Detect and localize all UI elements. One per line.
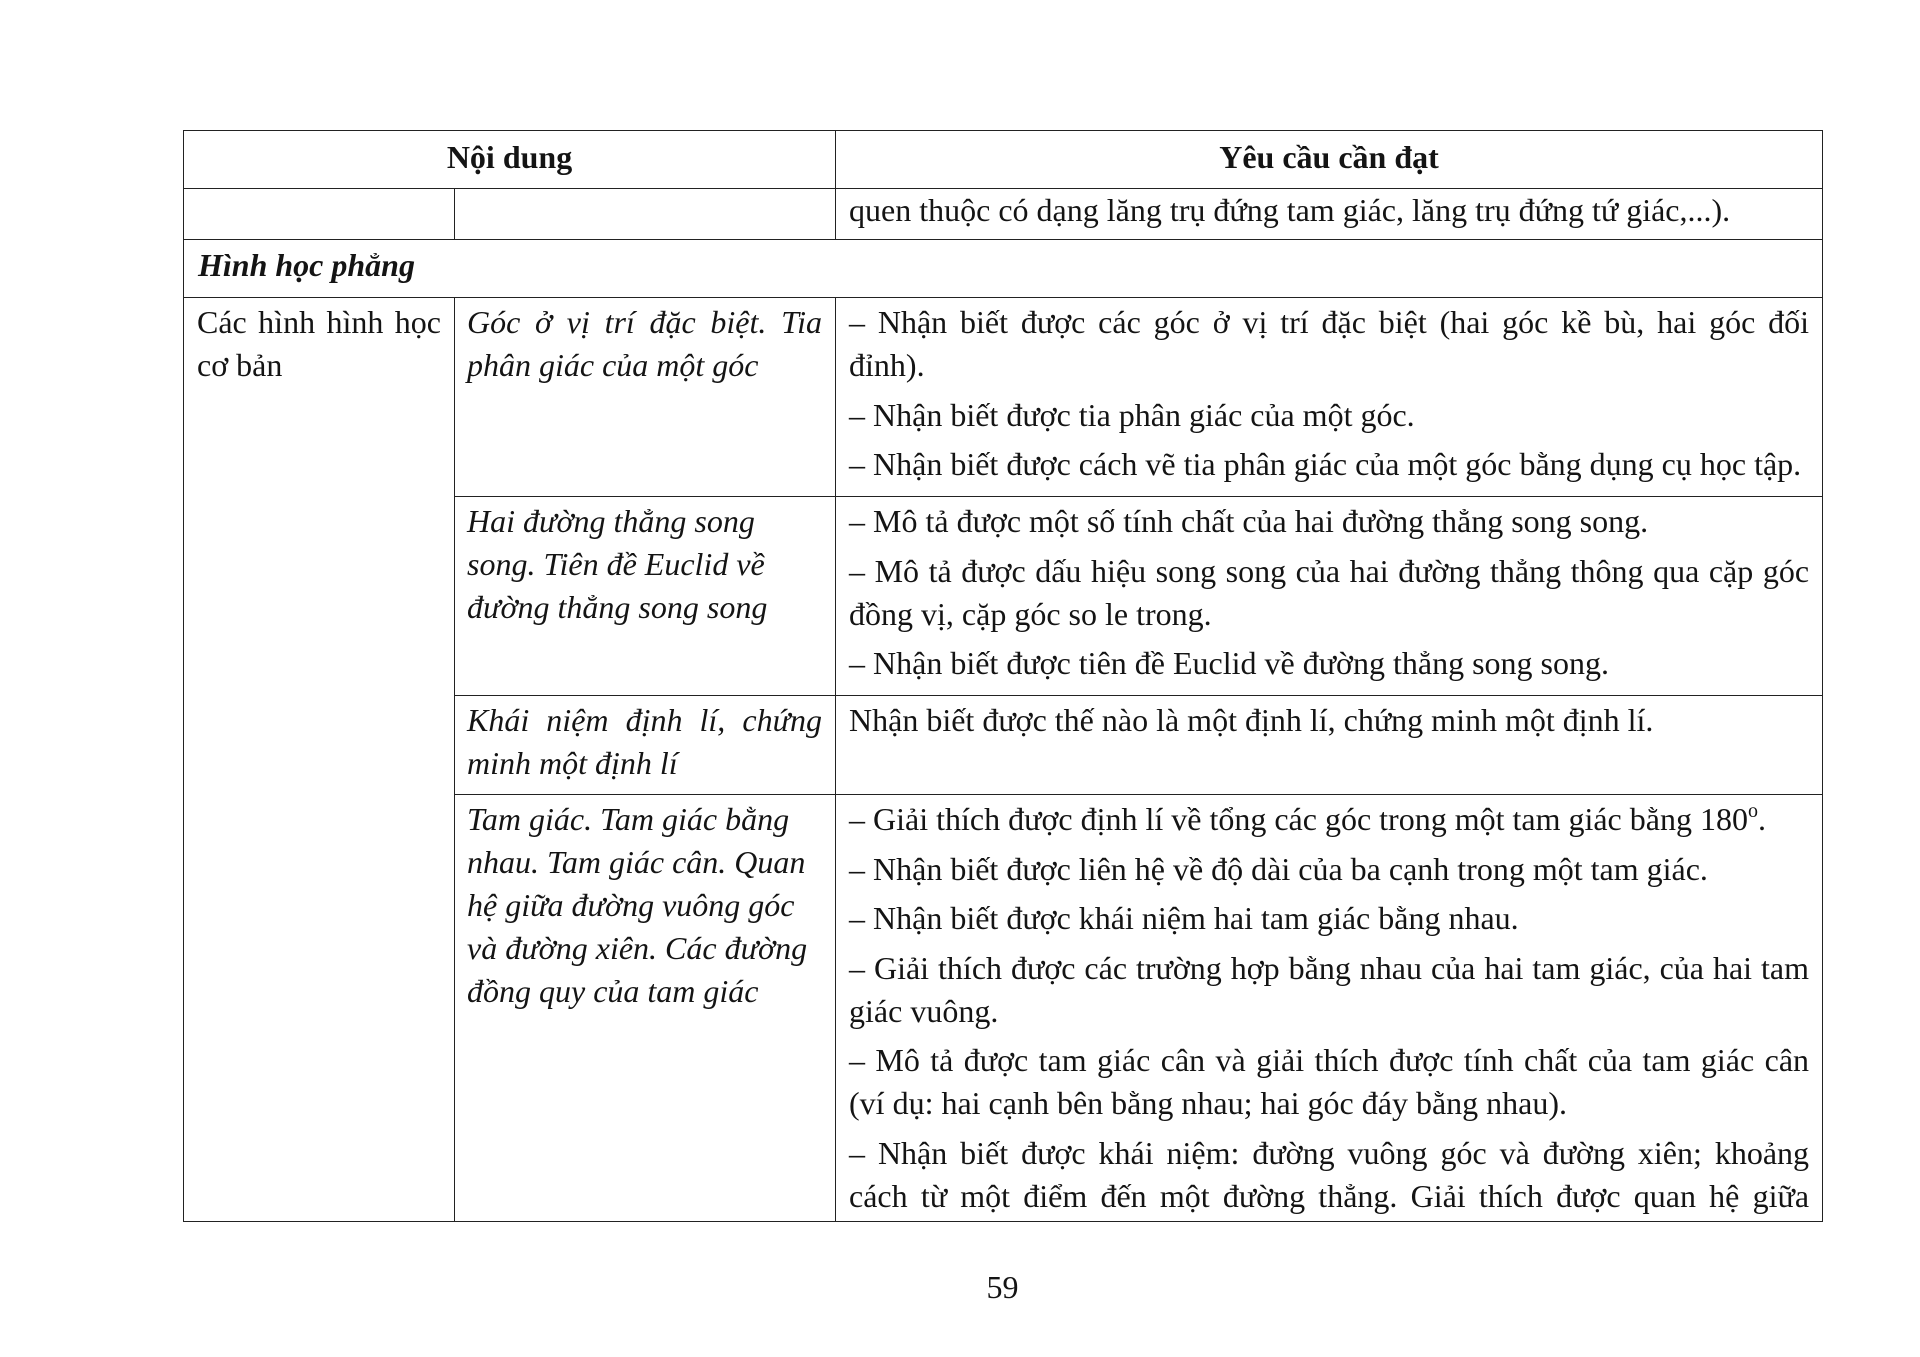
requirement-line: giác vuông. bbox=[849, 992, 999, 1029]
subtopic-title-line: nhau. Tam giác cân. Quan bbox=[467, 844, 806, 880]
table-row bbox=[184, 298, 1823, 497]
requirement-item bbox=[849, 699, 1809, 742]
subtopic-title-line: Hai đường thẳng song bbox=[467, 503, 755, 539]
subtopic-title-line: minh một định lí bbox=[467, 745, 678, 781]
subtopic-title-line: song. Tiên đề Euclid về bbox=[467, 546, 765, 582]
topic-line: Các hình hình học bbox=[197, 304, 441, 340]
requirement-line: – Nhận biết được cách vẽ tia phân giác của một góc bằng dụng cụ học tập. bbox=[849, 446, 1802, 482]
requirement-line: đồng vị, cặp góc so le trong. bbox=[849, 595, 1212, 632]
section-row bbox=[184, 240, 1823, 298]
requirement-line: – Nhận biết được khái niệm hai tam giác bằng nhau. bbox=[849, 900, 1519, 936]
subtopic-cell bbox=[455, 795, 836, 1222]
requirement-line: (ví dụ: hai cạnh bên bằng nhau; hai góc đáy bằng nhau). bbox=[849, 1085, 1568, 1121]
requirement-line: – Nhận biết được các góc ở vị trí đặc biệt (hai góc kề bù, hai góc đối bbox=[849, 304, 1810, 340]
requirements-cell bbox=[836, 298, 1823, 497]
requirement-line: – Mô tả được tam giác cân và giải thích được tính chất của tam giác cân bbox=[849, 1042, 1810, 1078]
empty-subtopic-cell bbox=[455, 189, 836, 240]
requirement-line: đỉnh). bbox=[849, 347, 925, 383]
degree-superscript: o bbox=[1747, 800, 1758, 822]
requirement-text-tail: . bbox=[1757, 801, 1766, 837]
subtopic-title-line: đường thẳng song song bbox=[467, 589, 768, 625]
subtopic-cell bbox=[455, 696, 836, 795]
requirement-item bbox=[849, 642, 1809, 685]
subtopic-title-line: Khái niệm định lí, chứng bbox=[467, 702, 823, 738]
requirement-item bbox=[849, 897, 1809, 940]
requirement-item bbox=[849, 1039, 1809, 1125]
requirement-line: quen thuộc có dạng lăng trụ đứng tam giác, lăng trụ đứng tứ giác,...). bbox=[849, 192, 1731, 228]
requirement-line: – Nhận biết được liên hệ về độ dài của ba cạnh trong một tam giác. bbox=[849, 850, 1708, 887]
requirement-line: – Mô tả được dấu hiệu song song của hai đường thẳng thông qua cặp góc bbox=[849, 552, 1810, 589]
requirement-item bbox=[849, 301, 1809, 387]
requirement-line: Nhận biết được thế nào là một định lí, chứng minh một định lí. bbox=[849, 702, 1654, 738]
requirement-line bbox=[849, 798, 1809, 841]
header-content: Nội dung bbox=[184, 131, 836, 189]
table-row bbox=[184, 189, 1823, 240]
requirement-line: – Nhận biết được khái niệm: đường vuông góc và đường xiên; khoảng bbox=[849, 1134, 1810, 1171]
requirement-line: – Nhận biết được tiên đề Euclid về đường thẳng song song. bbox=[849, 645, 1609, 681]
subtopic-title-line: hệ giữa đường vuông góc bbox=[467, 887, 795, 923]
requirement-line: – Giải thích được các trường hợp bằng nhau của hai tam giác, của hai tam bbox=[849, 949, 1810, 986]
section-title: Hình học phẳng bbox=[184, 240, 1823, 298]
subtopic-title-line: Tam giác. Tam giác bằng bbox=[467, 801, 790, 837]
page-number: 59 bbox=[986, 1269, 1019, 1305]
requirement-item bbox=[849, 394, 1809, 437]
subtopic-title-line: phân giác của một góc bbox=[467, 347, 759, 383]
subtopic-cell bbox=[455, 497, 836, 696]
subtopic-cell bbox=[455, 298, 836, 497]
topic-line: cơ bản bbox=[197, 347, 283, 383]
requirement-line: – Nhận biết được tia phân giác của một góc. bbox=[849, 396, 1415, 433]
requirements-cell bbox=[836, 189, 1823, 240]
requirement-item bbox=[849, 550, 1809, 636]
requirement-text: – Giải thích được định lí về tổng các góc trong một tam giác bằng 180 bbox=[849, 801, 1748, 837]
requirement-item bbox=[849, 798, 1809, 841]
empty-topic-cell bbox=[184, 189, 455, 240]
requirements-cell bbox=[836, 795, 1823, 1222]
requirement-line: – Mô tả được một số tính chất của hai đường thẳng song song. bbox=[849, 503, 1649, 539]
requirement-item bbox=[849, 947, 1809, 1033]
requirement-item bbox=[849, 1132, 1809, 1218]
requirement-item bbox=[849, 443, 1809, 486]
topic-cell bbox=[184, 298, 455, 1222]
header-requirements: Yêu cầu cần đạt bbox=[836, 131, 1823, 189]
requirement-item bbox=[849, 500, 1809, 543]
subtopic-title-line: đồng quy của tam giác bbox=[467, 973, 759, 1009]
requirement-item bbox=[849, 848, 1809, 891]
curriculum-requirements-table bbox=[183, 130, 1823, 1222]
subtopic-title-line: Góc ở vị trí đặc biệt. Tia bbox=[467, 304, 823, 340]
subtopic-title-line: và đường xiên. Các đường bbox=[467, 930, 808, 966]
table-header-row bbox=[184, 131, 1823, 189]
requirements-cell bbox=[836, 696, 1823, 795]
requirement-line: cách từ một điểm đến một đường thẳng. Giải thích được quan hệ giữa bbox=[849, 1177, 1810, 1214]
requirements-cell bbox=[836, 497, 1823, 696]
